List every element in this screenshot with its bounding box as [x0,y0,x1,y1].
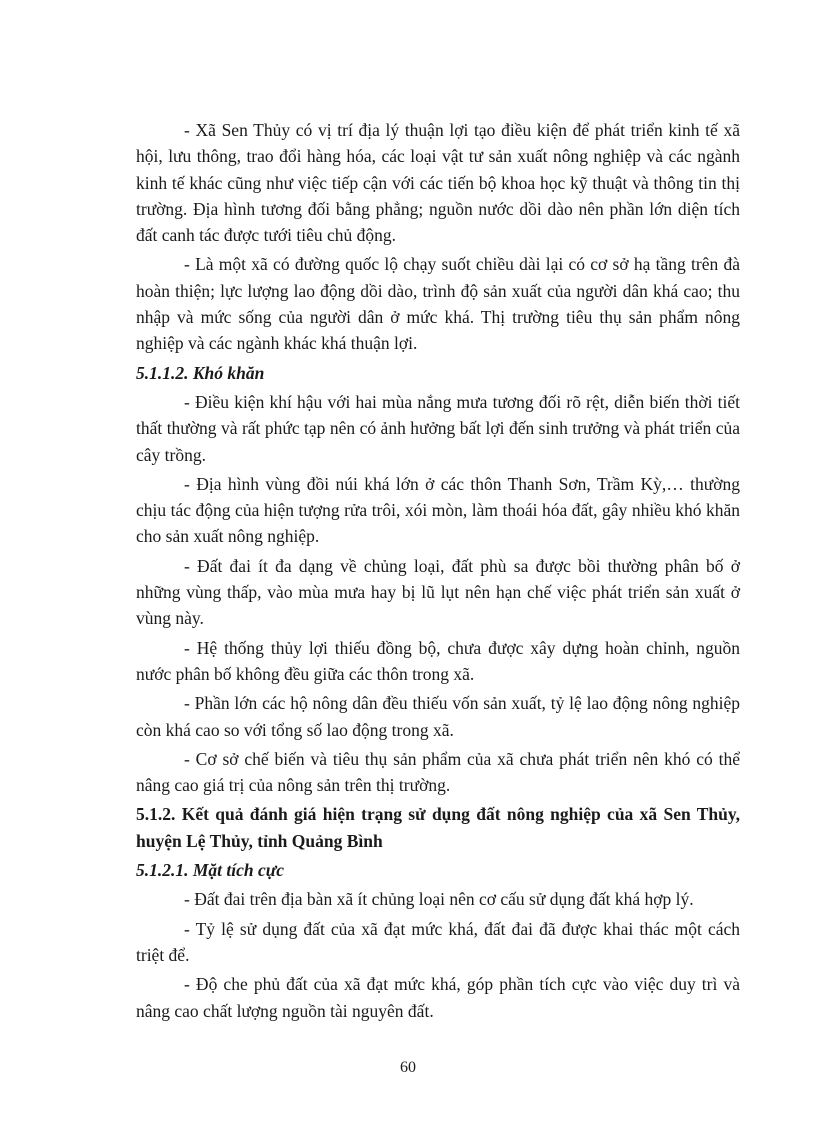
paragraph-land-structure: - Đất đai trên địa bàn xã ít chủng loại nên cơ cấu sử dụng đất khá hợp lý. [184,889,694,910]
heading-positive-aspects: 5.1.2.1. Mặt tích cực [136,860,285,881]
paragraph-irrigation: - Hệ thống thủy lợi thiếu đồng bộ, chưa được xây dựng hoàn chỉnh, nguồn nước phân bố không đều giữa các thôn trong xã. [136,637,740,684]
paragraph-terrain: - Địa hình vùng đồi núi khá lớn ở các thôn Thanh Sơn, Trầm Kỳ,… thường chịu tác động của hiện tượng rửa trôi, xói mòn, làm thoái hóa đất, gây nhiều khó khăn cho sản xuất nông nghiệp. [136,473,740,547]
paragraph-land-cover: - Độ che phủ đất của xã đạt mức khá, góp phần tích cực vào việc duy trì và nâng cao chất lượng nguồn tài nguyên đất. [136,974,740,1021]
heading-difficulties: 5.1.1.2. Khó khăn [136,362,265,383]
paragraph-processing: - Cơ sở chế biến và tiêu thụ sản phẩm của xã chưa phát triển nên khó có thể nâng cao giá trị của nông sản trên thị trường. [136,748,740,796]
paragraph-climate: - Điều kiện khí hậu với hai mùa nắng mưa tương đối rõ rệt, diễn biến thời tiết thất thường và rất phức tạp nên có ảnh hưởng bất lợi đến sinh trưởng và phát triển của cây trồng. [136,391,740,465]
paragraph-land-use-rate: - Tỷ lệ sử dụng đất của xã đạt mức khá, đất đai đã được khai thác một cách triệt để. [136,918,740,965]
document-body [136,117,740,1027]
paragraph-location-advantage: - Xã Sen Thủy có vị trí địa lý thuận lợi tạo điều kiện để phát triển kinh tế xã hội, lưu thông, trao đổi hàng hóa, các loại vật tư sản xuất nông nghiệp và các ngành kinh tế khác cũng như việc tiếp cận với các tiến bộ khoa học kỹ thuật và thông tin thị trường. Địa hình tương đối bằng phẳng; nguồn nước dồi dào nên phần lớn diện tích đất canh tác được tưới tiêu chủ động. [136,120,740,246]
page-number: 60 [400,1059,416,1076]
paragraph-capital: - Phần lớn các hộ nông dân đều thiếu vốn sản xuất, tỷ lệ lao động nông nghiệp còn khá cao so với tổng số lao động trong xã. [136,693,740,740]
paragraph-soil: - Đất đai ít đa dạng về chủng loại, đất phù sa được bồi thường phân bố ở những vùng thấp, vào mùa mưa hay bị lũ lụt nên hạn chế việc phát triển sản xuất ở vùng này. [136,555,740,629]
paragraph-infrastructure-advantage: - Là một xã có đường quốc lộ chạy suốt chiều dài lại có cơ sở hạ tầng trên đà hoàn thiện; lực lượng lao động dồi dào, trình độ sản xuất của người dân khá cao; thu nhập và mức sống của người dân ở mức khá. Thị trường tiêu thụ sản phẩm nông nghiệp và các ngành khác khá thuận lợi. [136,254,740,354]
section-heading-land-use-results: 5.1.2. Kết quả đánh giá hiện trạng sử dụng đất nông nghiệp của xã Sen Thủy, huyện Lệ Thủy, tỉnh Quảng Bình [136,804,740,851]
